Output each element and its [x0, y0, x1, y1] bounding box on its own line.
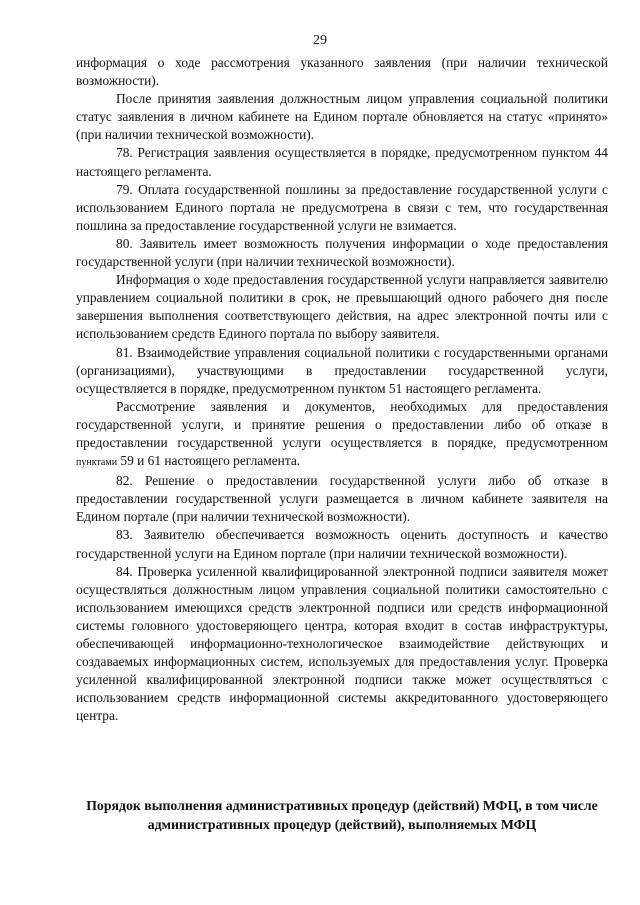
paragraph-78: 78. Регистрация заявления осуществляется в порядке, предусмотренном пунктом 44 настоящего регламента. [76, 145, 608, 179]
paragraph-81-review [76, 398, 608, 472]
document-body [76, 54, 608, 725]
paragraph-status-update: После принятия заявления должностным лицом управления социальной политики статус заявления в личном кабинете на Едином портале обновляется на статус «принято» (при наличии технической возможности). [76, 91, 608, 143]
paragraph-80: 80. Заявитель имеет возможность получения информации о ходе предоставления государственной услуги (при наличии технической возможности). [76, 235, 608, 270]
paragraph-81-review-text-before: Рассмотрение заявления и документов, необходимых для предоставления государственной услуги, и принятие решения о предоставлении либо об отказе в предоставлении государственной услуги осуществляется в порядке, предусмотренном [76, 398, 608, 450]
paragraph-81-review-text-small: пунктами [76, 457, 118, 469]
section-title: Порядок выполнения административных процедур (действий) МФЦ, в том числе административных процедур (действий), выполняемых МФЦ [86, 798, 598, 832]
paragraph-82: 82. Решение о предоставлении государственной услуги либо об отказе в предоставлении государственной услуги размещается в личном кабинете заявителя на Едином портале (при наличии технической возможности). [76, 473, 608, 525]
page-number: 29 [313, 33, 327, 48]
paragraph-79: 79. Оплата государственной пошлины за предоставление государственной услуги с использованием Единого портала не предусмотрена в связи с тем, что государственная пошлина за предоставление государственной услуги не взимается. [76, 181, 608, 233]
paragraph-81: 81. Взаимодействие управления социальной политики с государственными органами (организациями), участвующими в предоставлении государственной услуги, осуществляется в порядке, предусмотренном пунктом 51 настоящего регламента. [76, 344, 608, 396]
paragraph-84: 84. Проверка усиленной квалифицированной электронной подписи заявителя может осуществляться должностным лицом управления социальной политики самостоятельно с использованием имеющихся средств электронной подписи или средств информационной системы головного удостоверяющего центра, которая входит в состав инфраструктуры, обеспечивающей информационно-технологическое взаимодействие действующих и создаваемых информационных систем, используемых для предоставления услуг. Проверка усиленной квалифицированной электронной подписи также может осуществляться с использованием средств информационной системы аккредитованного удостоверяющего центра. [76, 563, 608, 724]
paragraph-83: 83. Заявителю обеспечивается возможность оценить доступность и качество государственной услуги на Едином портале (при наличии технической возможности). [76, 527, 608, 561]
paragraph-continuation: информация о ходе рассмотрения указанного заявления (при наличии технической возможности). [76, 55, 608, 89]
paragraph-80-info: Информация о ходе предоставления государственной услуги направляется заявителю управлением социальной политики в срок, не превышающий одного рабочего дня после завершения выполнения соответствующего действия, на адрес электронной почты или с использованием средств Единого портала по выбору заявителя. [76, 272, 608, 342]
paragraph-81-review-text-after: 59 и 61 настоящего регламента. [117, 453, 301, 469]
